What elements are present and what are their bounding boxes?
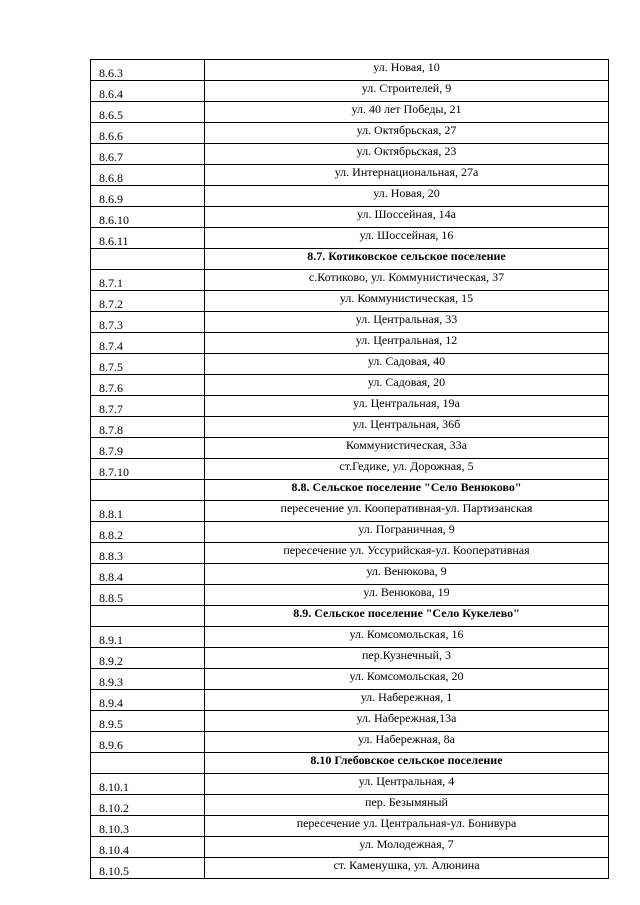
table-row xyxy=(91,837,609,858)
section-title: 8.7. Котиковское сельское поселение xyxy=(205,249,609,270)
item-address: ул. Коммунистическая, 15 xyxy=(205,291,609,312)
item-address: ул. Центральная, 19а xyxy=(205,396,609,417)
item-address: пересечение ул. Уссурийская-ул. Кооперативная xyxy=(205,543,609,564)
section-header-row xyxy=(91,480,609,501)
item-number: 8.7.7 xyxy=(91,396,205,417)
item-address: ул. Пограничная, 9 xyxy=(205,522,609,543)
table-row xyxy=(91,795,609,816)
section-header-row xyxy=(91,249,609,270)
table-row xyxy=(91,522,609,543)
item-address: пересечение ул. Кооперативная-ул. Партизанская xyxy=(205,501,609,522)
table-row xyxy=(91,501,609,522)
section-title: 8.8. Сельское поселение "Село Венюково" xyxy=(205,480,609,501)
section-title: 8.9. Сельское поселение "Село Кукелево" xyxy=(205,606,609,627)
item-address: ст.Гедике, ул. Дорожная, 5 xyxy=(205,459,609,480)
item-number: 8.6.10 xyxy=(91,207,205,228)
item-number: 8.8.5 xyxy=(91,585,205,606)
table-row xyxy=(91,438,609,459)
item-address: ул. Центральная, 4 xyxy=(205,774,609,795)
table-row xyxy=(91,186,609,207)
table-row xyxy=(91,102,609,123)
table-row xyxy=(91,564,609,585)
item-address: ул. Октябрьская, 27 xyxy=(205,123,609,144)
table-row xyxy=(91,144,609,165)
table-row xyxy=(91,123,609,144)
item-number: 8.8.2 xyxy=(91,522,205,543)
table-row xyxy=(91,858,609,879)
item-number: 8.10.4 xyxy=(91,837,205,858)
item-number: 8.7.3 xyxy=(91,312,205,333)
item-number: 8.9.5 xyxy=(91,711,205,732)
item-address: ул. Интернациональная, 27а xyxy=(205,165,609,186)
item-number: 8.9.6 xyxy=(91,732,205,753)
item-number: 8.8.1 xyxy=(91,501,205,522)
empty-cell xyxy=(91,753,205,774)
item-address: ул. 40 лет Победы, 21 xyxy=(205,102,609,123)
table-row xyxy=(91,291,609,312)
item-address: ул. Центральная, 33 xyxy=(205,312,609,333)
item-address: ул. Новая, 20 xyxy=(205,186,609,207)
item-number: 8.9.4 xyxy=(91,690,205,711)
item-address: с.Котиково, ул. Коммунистическая, 37 xyxy=(205,270,609,291)
item-number: 8.7.5 xyxy=(91,354,205,375)
item-number: 8.7.6 xyxy=(91,375,205,396)
table-row xyxy=(91,711,609,732)
item-address: пер.Кузнечный, 3 xyxy=(205,648,609,669)
item-address: ул. Комсомольская, 16 xyxy=(205,627,609,648)
item-address: ул. Шоссейная, 14а xyxy=(205,207,609,228)
item-number: 8.6.4 xyxy=(91,81,205,102)
item-number: 8.6.6 xyxy=(91,123,205,144)
item-number: 8.6.7 xyxy=(91,144,205,165)
section-title: 8.10 Глебовское сельское поселение xyxy=(205,753,609,774)
item-address: пер. Безымяный xyxy=(205,795,609,816)
item-address: ул. Набережная, 8а xyxy=(205,732,609,753)
item-address: ул. Венюкова, 9 xyxy=(205,564,609,585)
table-row xyxy=(91,165,609,186)
table-row xyxy=(91,270,609,291)
item-number: 8.7.1 xyxy=(91,270,205,291)
item-address: ст. Каменушка, ул. Алюнина xyxy=(205,858,609,879)
item-address: ул. Молодежная, 7 xyxy=(205,837,609,858)
item-number: 8.6.9 xyxy=(91,186,205,207)
address-table-body xyxy=(91,60,609,879)
section-header-row xyxy=(91,753,609,774)
item-number: 8.8.4 xyxy=(91,564,205,585)
item-number: 8.7.4 xyxy=(91,333,205,354)
item-number: 8.7.10 xyxy=(91,459,205,480)
item-number: 8.10.5 xyxy=(91,858,205,879)
table-row xyxy=(91,627,609,648)
table-row xyxy=(91,60,609,81)
table-row xyxy=(91,207,609,228)
table-row xyxy=(91,774,609,795)
item-address: пересечение ул. Центральная-ул. Бонивура xyxy=(205,816,609,837)
table-row xyxy=(91,459,609,480)
item-number: 8.8.3 xyxy=(91,543,205,564)
document-page xyxy=(90,59,609,879)
empty-cell xyxy=(91,480,205,501)
address-table xyxy=(90,59,609,879)
item-number: 8.10.3 xyxy=(91,816,205,837)
item-address: ул. Октябрьская, 23 xyxy=(205,144,609,165)
item-address: ул. Центральная, 12 xyxy=(205,333,609,354)
item-number: 8.7.2 xyxy=(91,291,205,312)
item-number: 8.9.1 xyxy=(91,627,205,648)
item-address: ул. Шоссейная, 16 xyxy=(205,228,609,249)
item-number: 8.7.8 xyxy=(91,417,205,438)
table-row xyxy=(91,690,609,711)
table-row xyxy=(91,396,609,417)
item-number: 8.7.9 xyxy=(91,438,205,459)
item-address: ул. Набережная, 1 xyxy=(205,690,609,711)
item-number: 8.6.5 xyxy=(91,102,205,123)
table-row xyxy=(91,354,609,375)
item-number: 8.10.1 xyxy=(91,774,205,795)
empty-cell xyxy=(91,606,205,627)
item-address: ул. Садовая, 20 xyxy=(205,375,609,396)
item-address: ул. Комсомольская, 20 xyxy=(205,669,609,690)
item-number: 8.6.3 xyxy=(91,60,205,81)
table-row xyxy=(91,81,609,102)
item-address: ул. Венюкова, 19 xyxy=(205,585,609,606)
table-row xyxy=(91,228,609,249)
item-address: ул. Набережная,13а xyxy=(205,711,609,732)
item-number: 8.6.11 xyxy=(91,228,205,249)
table-row xyxy=(91,417,609,438)
item-number: 8.9.3 xyxy=(91,669,205,690)
table-row xyxy=(91,312,609,333)
table-row xyxy=(91,669,609,690)
item-address: ул. Центральная, 36б xyxy=(205,417,609,438)
table-row xyxy=(91,732,609,753)
table-row xyxy=(91,333,609,354)
table-row xyxy=(91,375,609,396)
table-row xyxy=(91,543,609,564)
item-number: 8.10.2 xyxy=(91,795,205,816)
table-row xyxy=(91,816,609,837)
item-address: ул. Садовая, 40 xyxy=(205,354,609,375)
item-number: 8.6.8 xyxy=(91,165,205,186)
section-header-row xyxy=(91,606,609,627)
item-address: ул. Строителей, 9 xyxy=(205,81,609,102)
table-row xyxy=(91,585,609,606)
table-row xyxy=(91,648,609,669)
item-address: Коммунистическая, 33а xyxy=(205,438,609,459)
empty-cell xyxy=(91,249,205,270)
item-address: ул. Новая, 10 xyxy=(205,60,609,81)
item-number: 8.9.2 xyxy=(91,648,205,669)
